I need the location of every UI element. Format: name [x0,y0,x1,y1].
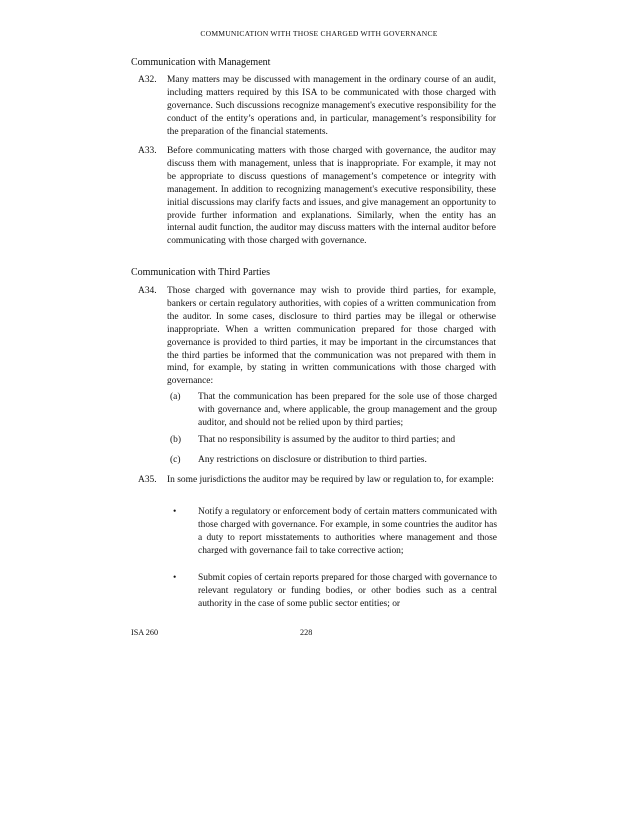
list-item-text: Notify a regulatory or enforcement body of certain matters communicated with those charged with governance. For example, in some countries the auditor has a duty to report misstatements to authorities where management and those charged with governance fail to take corrective action; [198,507,497,556]
section-heading-third-parties: Communication with Third Parties [131,267,270,278]
list-item-a34-c [167,454,497,467]
footer-page-number: 228 [300,628,313,637]
list-item-text: That the communication has been prepared for the sole use of those charged with governance and, where applicable, the group management and the group auditor, and should not be relied upon by third parties; [198,392,497,428]
paragraph-text: Those charged with governance may wish to provide third parties, for example, bankers or certain regulatory authorities, with copies of a written communication from the auditor. In some cases, disclosure to third parties may be illegal or otherwise inappropriate. When a written communication prepared for those charged with governance is provided to third parties, it may be important in the circumstances that the third parties be informed that the communication was not prepared with them in mind, for example, by stating in written communications with those charged with governance: [167,286,496,387]
footer-standard-id: ISA 260 [131,628,159,637]
paragraph-number: A33. [138,146,157,156]
section-heading-management: Communication with Management [131,57,271,68]
paragraph-a33 [131,145,496,248]
bullet-icon: • [173,507,177,517]
paragraph-number: A32. [138,75,157,85]
paragraph-a35 [131,474,496,487]
list-item-a34-a [167,391,497,430]
paragraph-text: In some jurisdictions the auditor may be required by law or regulation to, for example: [167,475,494,485]
list-item-a35-1 [167,506,497,558]
list-item-a35-2 [167,572,497,611]
list-marker: (a) [170,392,181,402]
list-item-text: Any restrictions on disclosure or distribution to third parties. [198,455,427,465]
list-marker: (b) [170,435,182,445]
bullet-icon: • [173,573,177,583]
paragraph-a34 [131,285,496,388]
list-marker: (c) [170,455,181,465]
list-item-a34-b [167,434,497,447]
paragraph-a32 [131,74,496,139]
paragraph-text: Many matters may be discussed with management in the ordinary course of an audit, including matters required by this ISA to be communicated with those charged with governance. Such discussions recognize management's executive responsibility for the conduct of the entity’s operations and, in particular, management’s responsibility for the preparation of the financial statements. [167,75,496,137]
paragraph-text: Before communicating matters with those charged with governance, the auditor may discuss them with management, unless that is inappropriate. For example, it may not be appropriate to discuss questions of management’s competence or integrity with management. In addition to recognizing management's executive responsibility, these initial discussions may clarify facts and issues, and give management an opportunity to provide further information and explanations. Similarly, when the entity has an internal audit function, the auditor may discuss matters with the internal auditor before communicating with those charged with governance. [167,146,496,247]
paragraph-number: A35. [138,475,157,485]
list-item-text: Submit copies of certain reports prepared for those charged with governance to relevant regulatory or funding bodies, or other bodies such as a central authority in the case of some public sector entities; or [198,573,497,609]
paragraph-number: A34. [138,286,157,296]
list-item-text: That no responsibility is assumed by the auditor to third parties; and [198,435,456,445]
running-header: COMMUNICATION WITH THOSE CHARGED WITH GOVERNANCE [200,29,438,38]
